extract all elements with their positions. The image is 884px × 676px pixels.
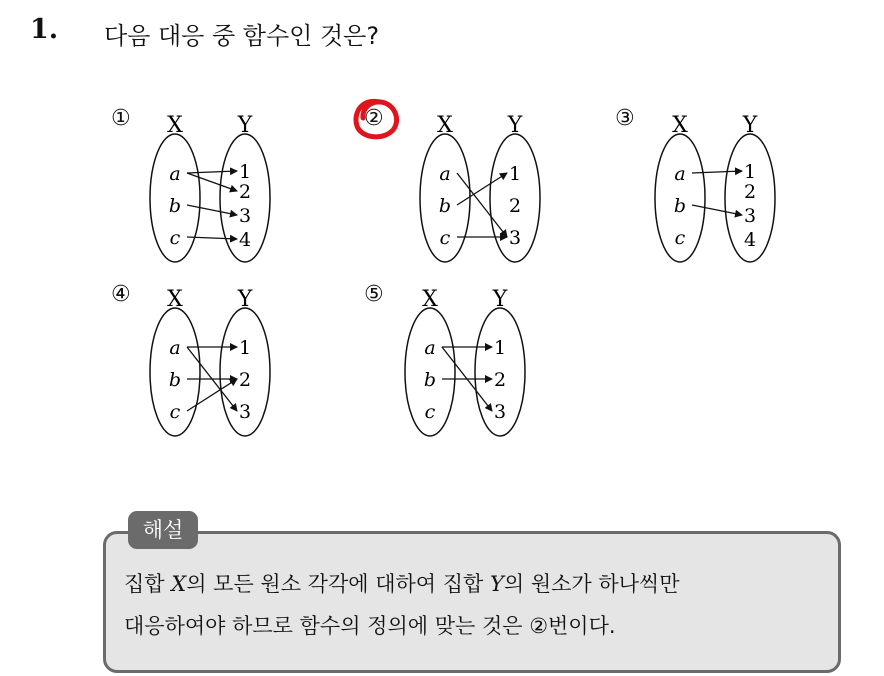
- explanation-text: 의 원소가 하나씩만: [503, 572, 680, 596]
- set-x-label: X: [422, 287, 438, 312]
- mapping-arrow-a-2: [187, 173, 237, 191]
- codomain-element-2: 2: [508, 195, 522, 217]
- domain-element-a: a: [169, 337, 181, 359]
- domain-element-a: a: [439, 163, 451, 185]
- domain-element-a: a: [169, 163, 181, 185]
- set-y-label: Y: [492, 287, 508, 312]
- codomain-element-4: 4: [743, 229, 757, 251]
- explanation-box: [103, 531, 841, 673]
- codomain-element-3: 3: [238, 401, 252, 423]
- mapping-diagram-1: [145, 113, 275, 268]
- mapping-diagram-4: [145, 287, 275, 442]
- codomain-element-1: 1: [238, 337, 252, 359]
- mapping-arrow-c-2: [187, 379, 237, 411]
- explanation-badge: 해설: [128, 511, 198, 549]
- set-x-label: X: [437, 113, 453, 138]
- set-y-label: Y: [742, 113, 758, 138]
- explanation-line-1: [124, 568, 680, 598]
- domain-element-c: c: [424, 401, 436, 423]
- domain-element-b: b: [423, 369, 437, 391]
- codomain-element-4: 4: [238, 229, 252, 251]
- answer-circle-mark: [349, 94, 403, 144]
- domain-element-c: c: [439, 227, 451, 249]
- mapping-diagram-5: [400, 287, 530, 442]
- codomain-element-3: 3: [238, 205, 252, 227]
- question-number: 1.: [30, 14, 59, 45]
- explanation-line-2: 대응하여야 하므로 함수의 정의에 맞는 것은 ②번이다.: [124, 614, 616, 638]
- mapping-arrow-a-1: [692, 171, 742, 173]
- codomain-element-1: 1: [493, 337, 507, 359]
- mapping-diagram-3: [650, 113, 780, 268]
- domain-element-b: b: [168, 195, 182, 217]
- set-y-label: Y: [237, 113, 253, 138]
- set-x-label: X: [167, 113, 183, 138]
- choice-label-1[interactable]: ①: [111, 106, 131, 131]
- codomain-element-1: 1: [743, 161, 757, 183]
- domain-element-c: c: [169, 401, 181, 423]
- codomain-element-3: 3: [743, 205, 757, 227]
- domain-element-a: a: [424, 337, 436, 359]
- choice-label-4[interactable]: ④: [111, 282, 131, 307]
- codomain-element-1: 1: [238, 161, 252, 183]
- choice-label-3[interactable]: ③: [615, 106, 635, 131]
- domain-element-c: c: [169, 227, 181, 249]
- codomain-element-2: 2: [238, 369, 252, 391]
- domain-element-a: a: [674, 163, 686, 185]
- explanation-text: 집합: [124, 572, 172, 596]
- codomain-element-2: 2: [743, 181, 757, 203]
- set-y-symbol: Y: [489, 572, 504, 596]
- choice-label-5[interactable]: ⑤: [364, 282, 384, 307]
- set-x-label: X: [167, 287, 183, 312]
- codomain-element-2: 2: [238, 181, 252, 203]
- codomain-element-2: 2: [493, 369, 507, 391]
- codomain-element-1: 1: [508, 163, 522, 185]
- choice-label-2[interactable]: ②: [364, 106, 384, 131]
- set-y-label: Y: [507, 113, 523, 138]
- mapping-arrow-b-3: [692, 205, 742, 215]
- domain-element-b: b: [438, 195, 452, 217]
- set-x-symbol: X: [171, 572, 187, 596]
- mapping-arrow-a-1: [187, 171, 237, 173]
- set-x-label: X: [672, 113, 688, 138]
- domain-element-b: b: [168, 369, 182, 391]
- mapping-arrow-a-3: [457, 173, 507, 237]
- domain-element-b: b: [673, 195, 687, 217]
- domain-element-c: c: [674, 227, 686, 249]
- mapping-diagram-2: [415, 113, 545, 268]
- question-text: 다음 대응 중 함수인 것은?: [104, 22, 380, 50]
- set-y-label: Y: [237, 287, 253, 312]
- explanation-text: 의 모든 원소 각각에 대하여 집합: [186, 572, 490, 596]
- codomain-element-3: 3: [508, 227, 522, 249]
- mapping-arrow-b-3: [187, 205, 237, 215]
- codomain-element-3: 3: [493, 401, 507, 423]
- mapping-arrow-b-1: [457, 173, 507, 205]
